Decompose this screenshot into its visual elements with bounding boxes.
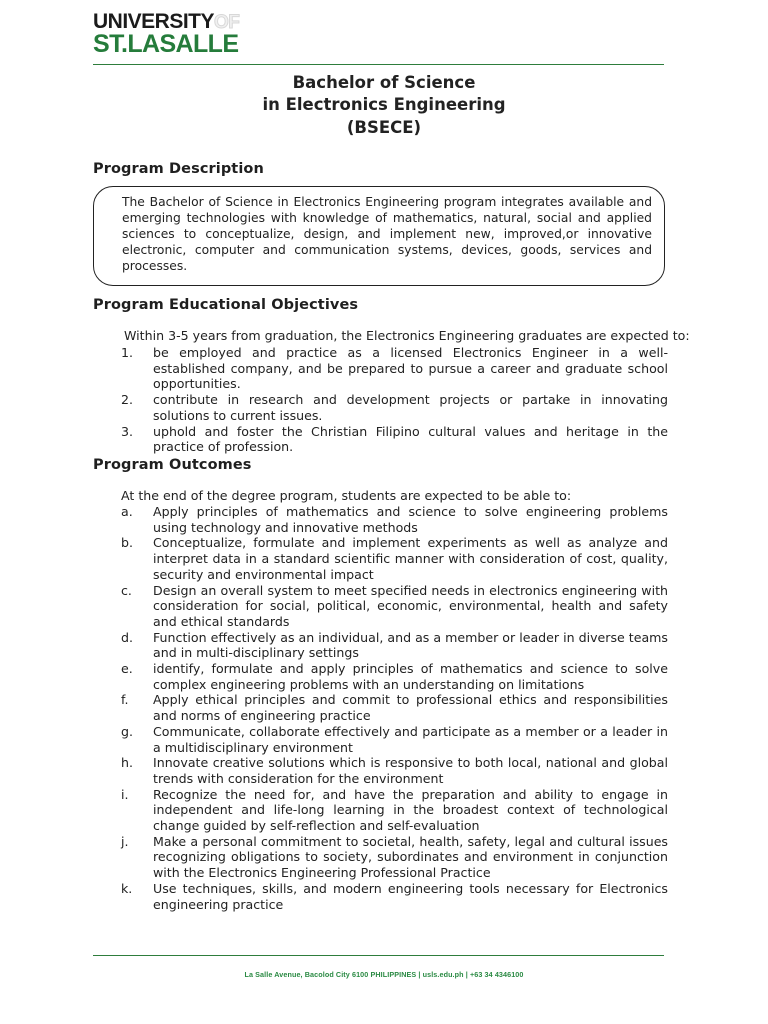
logo-word-university: UNIVERSITY — [93, 10, 215, 33]
document-title-line3: (BSECE) — [346, 118, 422, 137]
objectives-item-text: be employed and practice as a licensed Electronics Engineer in a well-established company, and be prepared to pursue a career and graduate school opportunities. — [153, 345, 668, 392]
objectives-item-marker: 3. — [121, 423, 134, 439]
objectives-heading: Program Educational Objectives — [93, 297, 359, 313]
logo-word-of: OF — [214, 12, 240, 33]
outcomes-item — [121, 834, 668, 881]
university-logo — [93, 10, 263, 58]
outcomes-item-text: Conceptualize, formulate and implement experiments as well as analyze and interpret data in a standard scientific manner with consideration of cost, quality, security and environmental impact — [153, 535, 668, 582]
objectives-item-text: contribute in research and development projects or partake in innovating solutions to current issues. — [153, 392, 668, 423]
footer-divider — [93, 955, 664, 956]
outcomes-item-text: Apply principles of mathematics and science to solve engineering problems using technology and innovative methods — [153, 504, 668, 535]
outcomes-item-marker: c. — [121, 582, 132, 598]
outcomes-item-marker: e. — [121, 661, 133, 677]
outcomes-item-marker: d. — [121, 629, 133, 645]
objectives-item-marker: 1. — [121, 345, 134, 360]
outcomes-item-marker: h. — [121, 755, 133, 771]
document-title-line2: in Electronics Engineering — [262, 95, 506, 114]
objectives-item-text: uphold and foster the Christian Filipino cultural values and heritage in the practice of profession. — [153, 423, 668, 455]
outcomes-item — [121, 504, 668, 535]
outcomes-item-marker: i. — [121, 786, 129, 802]
outcomes-item-text: Apply ethical principles and commit to professional ethics and responsibilities and norms of engineering practice — [153, 692, 668, 724]
outcomes-list — [121, 504, 668, 912]
objectives-item — [121, 345, 668, 392]
outcomes-item — [121, 787, 668, 834]
outcomes-item-text: Innovate creative solutions which is responsive to both local, national and global trends with consideration for the environment — [153, 755, 668, 786]
objectives-intro: Within 3-5 years from graduation, the Electronics Engineering graduates are expected to: — [124, 328, 690, 343]
outcomes-item — [121, 881, 668, 912]
objectives-item — [121, 424, 668, 455]
program-description-text: The Bachelor of Science in Electronics Engineering program integrates available and emerging technologies with knowledge of mathematics, natural, social and applied sciences to conceptualize, design, and implement new, improved,or innovative electronic, computer and communication systems, devices, goods, services and processes. — [122, 195, 652, 273]
outcomes-item-text: Design an overall system to meet specified needs in electronics engineering with consideration for social, political, economic, environmental, health and safety and ethical standards — [153, 582, 668, 629]
document-title-line1: Bachelor of Science — [292, 73, 476, 92]
outcomes-item — [121, 755, 668, 786]
header-divider — [93, 64, 664, 65]
outcomes-item-text: Make a personal commitment to societal, health, safety, legal and cultural issues recognizing obligations to society, subordinates and environment in conjunction with the Electronics Engineering Professional Practice — [153, 833, 668, 881]
outcomes-item — [121, 724, 668, 755]
outcomes-item — [121, 535, 668, 582]
outcomes-item — [121, 630, 668, 661]
objectives-item — [121, 392, 668, 423]
objectives-item-marker: 2. — [121, 392, 134, 408]
outcomes-item-text: Use techniques, skills, and modern engineering tools necessary for Electronics engineering practice — [153, 880, 668, 912]
logo-line-stlasalle: ST.LASALLE — [93, 30, 239, 58]
outcomes-item-text: Recognize the need for, and have the preparation and ability to engage in independent and life-long learning in the broadest context of technological change guided by self-reflection and self-evaluation — [153, 786, 668, 834]
outcomes-item — [121, 692, 668, 723]
outcomes-item — [121, 661, 668, 692]
footer-address: La Salle Avenue, Bacolod City 6100 PHILIPPINES | usls.edu.ph | +63 34 4346100 — [244, 970, 524, 979]
outcomes-item-marker: a. — [121, 504, 133, 519]
outcomes-item-text: Function effectively as an individual, and as a member or leader in diverse teams and in multi-disciplinary settings — [153, 629, 668, 661]
outcomes-item-marker: k. — [121, 880, 133, 896]
program-description-heading: Program Description — [93, 161, 264, 177]
outcomes-item-marker: f. — [121, 692, 129, 708]
outcomes-item-marker: b. — [121, 535, 133, 551]
outcomes-intro: At the end of the degree program, students are expected to be able to: — [121, 488, 572, 503]
outcomes-item-marker: g. — [121, 723, 133, 739]
outcomes-item-text: Communicate, collaborate effectively and participate as a member or a leader in a multidisciplinary environment — [153, 723, 668, 755]
outcomes-item-text: identify, formulate and apply principles of mathematics and science to solve complex engineering problems with an understanding on limitations — [153, 661, 668, 692]
outcomes-item-marker: j. — [121, 833, 129, 849]
objectives-list — [121, 345, 668, 455]
outcomes-item — [121, 583, 668, 630]
outcomes-heading: Program Outcomes — [93, 457, 252, 473]
